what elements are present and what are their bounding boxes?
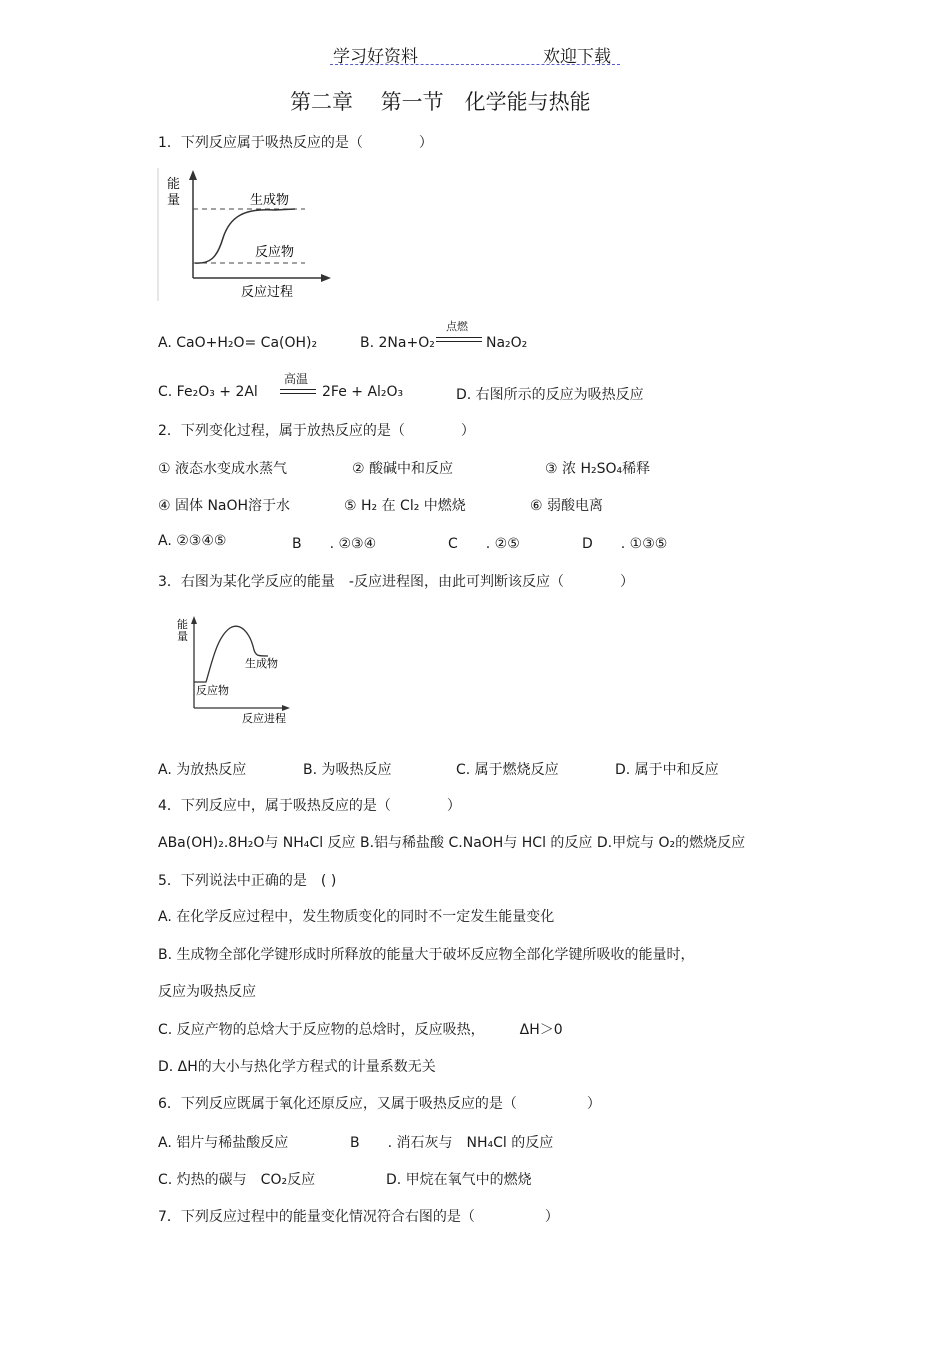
q6-option-c: C. 灼热的碳与 CO₂反应 xyxy=(158,1172,316,1188)
graph1-y-label-2: 量 xyxy=(167,193,181,208)
q2-item-4: ④ 固体 NaOH溶于水 xyxy=(158,498,291,514)
energy-diagram-1 xyxy=(155,168,335,303)
q1-option-b-right: Na₂O₂ xyxy=(486,335,528,351)
q2-item-6: ⑥ 弱酸电离 xyxy=(530,498,604,514)
question-4-stem: 4．下列反应中，属于吸热反应的是（ ） xyxy=(158,798,461,814)
q2-item-3: ③ 浓 H₂SO₄稀释 xyxy=(545,461,651,477)
q3-option-a: A. 为放热反应 xyxy=(158,762,247,778)
header-divider xyxy=(330,64,620,65)
graph1-products-label: 生成物 xyxy=(250,193,290,208)
graph2-reactants-label: 反应物 xyxy=(196,684,229,697)
graph2-y-label-1: 能 xyxy=(177,618,188,631)
q2-option-a: A. ②③④⑤ xyxy=(158,533,227,549)
question-6-stem: 6．下列反应既属于氧化还原反应，又属于吸热反应的是（ ） xyxy=(158,1096,601,1112)
question-3-stem: 3．右图为某化学反应的能量 -反应进程图，由此可判断该反应（ ） xyxy=(158,574,634,590)
header-right-text: 欢迎下载 xyxy=(543,47,611,67)
question-7-stem: 7．下列反应过程中的能量变化情况符合右图的是（ ） xyxy=(158,1209,559,1225)
q5-option-d: D. ΔH的大小与热化学方程式的计量系数无关 xyxy=(158,1059,436,1075)
q2-option-b: B . ②③④ xyxy=(292,536,377,552)
graph1-reactants-label: 反应物 xyxy=(255,245,295,260)
q5-option-c: C. 反应产物的总焓大于反应物的总焓时，反应吸热， ΔH＞0 xyxy=(158,1022,563,1038)
q1-option-c-equals-sign xyxy=(280,389,316,394)
q3-option-c: C. 属于燃烧反应 xyxy=(456,762,559,778)
q6-option-b: B . 消石灰与 NH₄Cl 的反应 xyxy=(350,1135,554,1151)
q3-option-b: B. 为吸热反应 xyxy=(303,762,392,778)
q1-option-c-right: 2Fe + Al₂O₃ xyxy=(322,384,404,400)
q1-option-b-condition: 点燃 xyxy=(446,320,468,333)
q2-option-c: C . ②⑤ xyxy=(448,536,520,552)
q1-option-b-equals-sign xyxy=(436,337,482,342)
question-5-stem: 5．下列说法中正确的是 ( ) xyxy=(158,873,337,889)
q2-item-1: ① 液态水变成水蒸气 xyxy=(158,461,288,477)
q2-option-d: D . ①③⑤ xyxy=(582,536,668,552)
question-1-stem: 1．下列反应属于吸热反应的是（ ） xyxy=(158,135,433,151)
graph1-y-label-1: 能 xyxy=(167,177,181,192)
q1-option-a: A. CaO+H₂O= Ca(OH)₂ xyxy=(158,335,318,351)
q2-item-2: ② 酸碱中和反应 xyxy=(352,461,454,477)
question-2-stem: 2．下列变化过程，属于放热反应的是（ ） xyxy=(158,423,475,439)
graph1-x-label: 反应过程 xyxy=(241,285,294,300)
q2-item-5: ⑤ H₂ 在 Cl₂ 中燃烧 xyxy=(344,498,466,514)
q1-option-c-left: C. Fe₂O₃ + 2Al xyxy=(158,384,258,400)
energy-diagram-2 xyxy=(172,612,302,730)
page-title: 第二章 第一节 化学能与热能 xyxy=(290,90,591,114)
q3-option-d: D. 属于中和反应 xyxy=(615,762,719,778)
q5-option-a: A. 在化学反应过程中，发生物质变化的同时不一定发生能量变化 xyxy=(158,909,555,925)
q1-option-d: D. 右图所示的反应为吸热反应 xyxy=(456,387,644,403)
graph2-products-label: 生成物 xyxy=(245,657,278,670)
q6-option-a: A. 铝片与稀盐酸反应 xyxy=(158,1135,289,1151)
q1-option-c-condition: 高温 xyxy=(284,372,309,386)
q5-option-b-line-2: 反应为吸热反应 xyxy=(158,984,256,1000)
q4-options: ABa(OH)₂.8H₂O与 NH₄Cl 反应 B.铝与稀盐酸 C.NaOH与 HCl 的反应 D.甲烷与 O₂的燃烧反应 xyxy=(158,835,746,851)
graph2-x-label: 反应进程 xyxy=(242,712,286,725)
q1-option-b-left: B. 2Na+O₂ xyxy=(360,335,435,351)
q6-option-d: D. 甲烷在氧气中的燃烧 xyxy=(386,1172,532,1188)
q5-option-b-line-1: B. 生成物全部化学键形成时所释放的能量大于破坏反应物全部化学键所吸收的能量时， xyxy=(158,947,695,963)
graph2-y-label-2: 量 xyxy=(177,630,188,643)
header-left-text: 学习好资料 xyxy=(333,47,418,67)
